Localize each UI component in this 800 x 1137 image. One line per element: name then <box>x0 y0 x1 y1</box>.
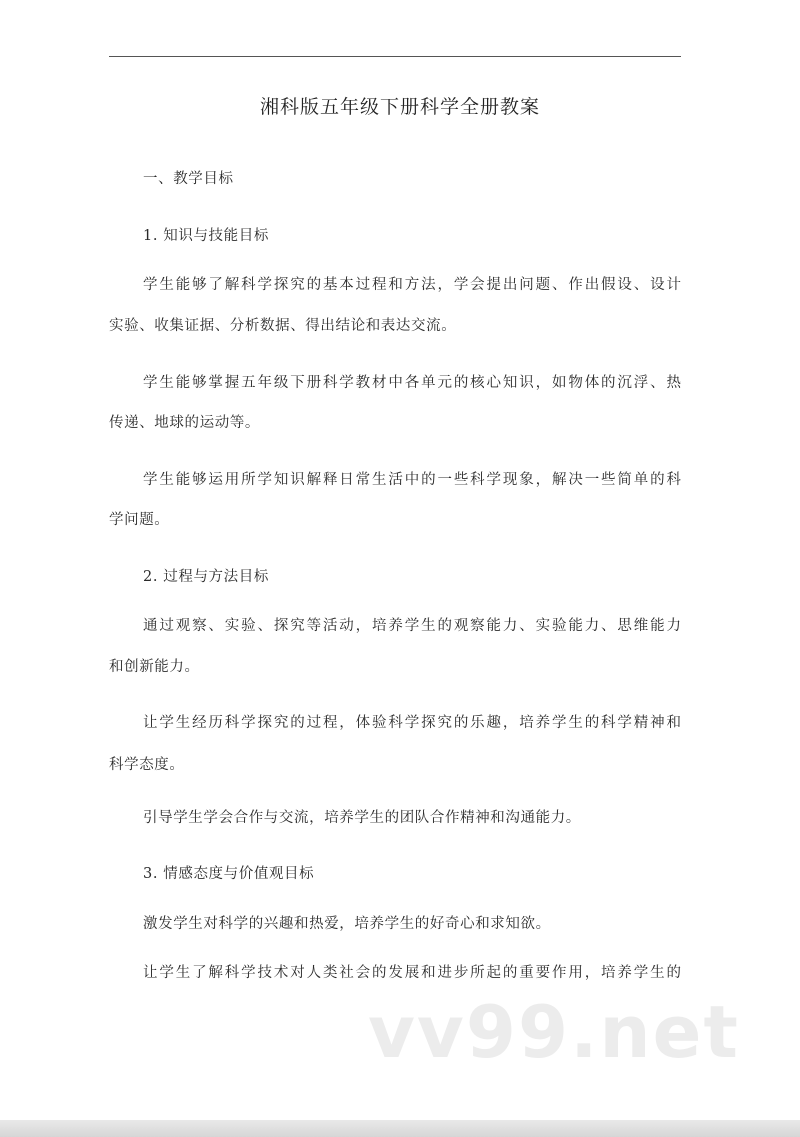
paragraph-line: 科学态度。 <box>109 757 185 773</box>
subsection-heading: 1. 知识与技能目标 <box>143 228 269 244</box>
paragraph-line: 让学生了解科学技术对人类社会的发展和进步所起的重要作用，培养学生的 <box>143 965 681 981</box>
watermark: vv99.net <box>368 990 740 1074</box>
paragraph-line: 传递、地球的运动等。 <box>109 415 260 431</box>
paragraph-line: 实验、收集证据、分析数据、得出结论和表达交流。 <box>109 318 457 334</box>
paragraph-line: 激发学生对科学的兴趣和热爱，培养学生的好奇心和求知欲。 <box>143 916 551 932</box>
paragraph-line: 通过观察、实验、探究等活动，培养学生的观察能力、实验能力、思维能力 <box>143 618 681 634</box>
paragraph-line: 和创新能力。 <box>109 659 200 675</box>
paragraph-line: 引导学生学会合作与交流，培养学生的团队合作精神和沟通能力。 <box>143 810 581 826</box>
paragraph-line: 学生能够运用所学知识解释日常生活中的一些科学现象，解决一些简单的科 <box>143 472 681 488</box>
page-edge-shadow <box>0 1120 800 1137</box>
header-rule <box>109 56 681 57</box>
paragraph-line: 学生能够了解科学探究的基本过程和方法，学会提出问题、作出假设、设计 <box>143 277 681 293</box>
section-heading: 一、教学目标 <box>143 171 234 187</box>
document-title: 湘科版五年级下册科学全册教案 <box>259 96 540 118</box>
paragraph-line: 学问题。 <box>109 512 170 528</box>
subsection-heading: 2. 过程与方法目标 <box>143 569 269 585</box>
subsection-heading: 3. 情感态度与价值观目标 <box>143 866 315 882</box>
paragraph-line: 让学生经历科学探究的过程，体验科学探究的乐趣，培养学生的科学精神和 <box>143 715 681 731</box>
paragraph-line: 学生能够掌握五年级下册科学教材中各单元的核心知识，如物体的沉浮、热 <box>143 375 681 391</box>
